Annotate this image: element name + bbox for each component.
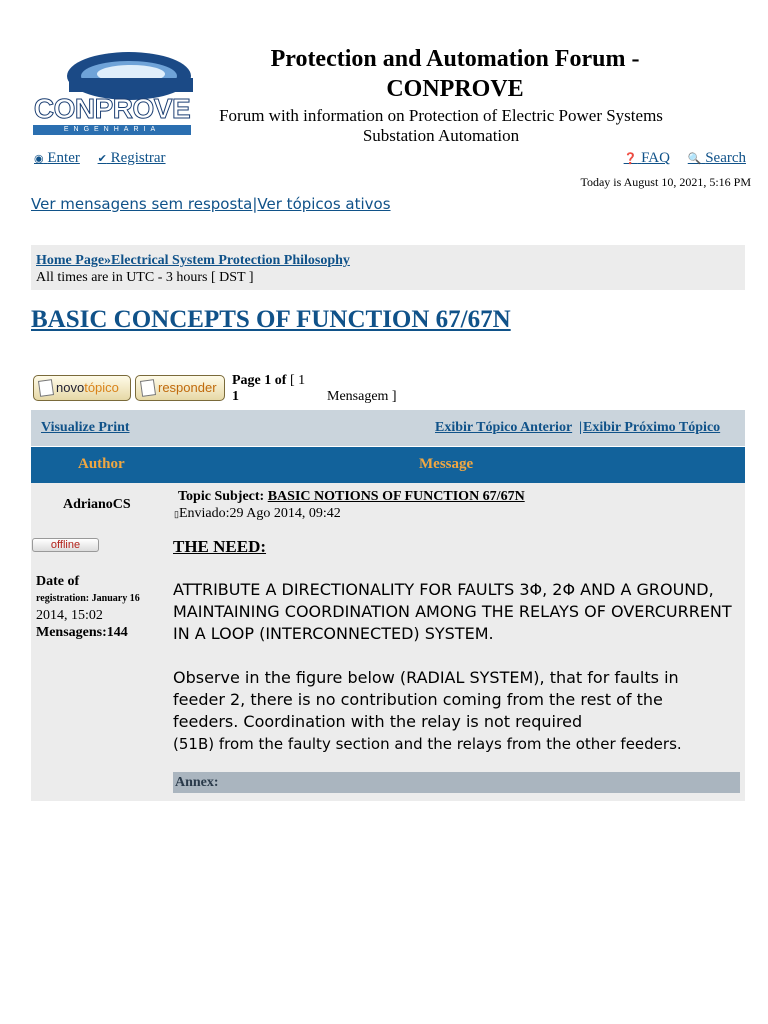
author-column-header: Author: [78, 456, 125, 472]
quick-links-separator: |: [252, 195, 258, 213]
unanswered-posts-link[interactable]: Ver mensagens sem resposta: [31, 195, 253, 213]
message-count: Mensagens:144: [36, 625, 128, 640]
site-description-line2: Substation Automation: [362, 126, 520, 145]
pagination-count: 1: [232, 389, 239, 404]
post-subject: [178, 489, 738, 505]
logo-wordmark: CONPROVE: [33, 93, 191, 124]
registration-date: registration: January 16: [36, 593, 140, 604]
post-subject-value[interactable]: BASIC NOTIONS OF FUNCTION 67/67N: [267, 489, 525, 504]
pagination-messages: Mensagem ]: [327, 389, 397, 404]
new-topic-label-b: tópico: [84, 380, 119, 395]
post-date-label: Enviado:29 Ago 2014, 09:42: [178, 506, 341, 521]
pagination-page: Page 1 of: [232, 373, 287, 388]
breadcrumb-home-link[interactable]: Home Page: [36, 253, 105, 268]
timezone-info: All times are in UTC - 3 hours [ DST ]: [36, 270, 254, 285]
faq-label: FAQ: [641, 150, 670, 166]
faq-link[interactable]: [624, 150, 670, 166]
previous-topic-link[interactable]: Exibir Tópico Anterior: [435, 420, 573, 435]
enter-link[interactable]: [34, 150, 80, 166]
nav-left: [34, 150, 180, 167]
post-icon: ▯: [174, 509, 179, 519]
register-label: Registrar: [110, 150, 166, 166]
faq-icon: ❓: [623, 153, 638, 165]
current-date: Today is August 10, 2021, 5:16 PM: [580, 175, 751, 189]
post-paragraph-2b: (51B) from the faulty section and the relays from the other feeders.: [173, 735, 682, 753]
breadcrumb-separator: »: [104, 253, 112, 268]
new-topic-label-a: novo: [56, 380, 85, 395]
post: [31, 483, 745, 801]
registration-date-label: Date of: [36, 574, 80, 589]
post-paragraph-2: Observe in the figure below (RADIAL SYSTEM), that for faults in feeder 2, there is no contribution coming from the rest of the feeders. Coordination with the relay is not required: [173, 668, 679, 731]
post-date: [174, 506, 341, 522]
quick-links: [31, 195, 391, 213]
next-topic-link[interactable]: Exibir Próximo Tópico: [583, 420, 721, 435]
page-title[interactable]: BASIC CONCEPTS OF FUNCTION 67/67N: [31, 306, 511, 333]
reply-button[interactable]: [135, 375, 225, 401]
pagination-open: [ 1: [289, 373, 306, 388]
post-subject-label: Topic Subject:: [178, 489, 265, 504]
reply-icon: [140, 379, 156, 397]
breadcrumb-forum-link[interactable]: Electrical System Protection Philosophy: [111, 253, 350, 268]
annex-bar: Annex:: [173, 772, 740, 793]
post-author[interactable]: AdrianoCS: [63, 497, 131, 512]
login-icon: ◉: [34, 153, 44, 165]
register-link[interactable]: [98, 150, 166, 166]
topic-actions-bar: [31, 410, 745, 446]
site-description: [196, 106, 686, 146]
nav-right: [610, 150, 746, 167]
topic-nav-separator: |: [579, 420, 583, 435]
post-body: [173, 579, 733, 755]
author-profile: [36, 573, 140, 641]
site-description-line1: Forum with information on Protection of Electric Power Systems: [219, 106, 663, 125]
search-label: Search: [705, 150, 746, 166]
pagination: [232, 373, 412, 389]
registration-date-rest: 2014, 15:02: [36, 608, 103, 623]
status-badge: offline: [32, 538, 99, 552]
logo-subtitle: ENGENHARIA: [33, 125, 191, 135]
post-paragraph-1: ATTRIBUTE A DIRECTIONALITY FOR FAULTS 3Φ, 2Φ AND A GROUND, MAINTAINING COORDINATION AMONG THE RELAYS OF OVERCURRENT IN A LOOP (INTERCONNECTED) SYSTEM.: [173, 580, 732, 643]
search-link[interactable]: [688, 150, 746, 166]
message-column-header: Message: [419, 456, 474, 472]
search-icon: 🔍: [687, 153, 702, 165]
register-icon: ✔: [97, 153, 107, 165]
table-header: [31, 447, 745, 483]
new-topic-button[interactable]: [33, 375, 131, 401]
new-topic-icon: [38, 379, 54, 397]
print-view-link[interactable]: Visualize Print: [41, 420, 130, 435]
reply-label: responder: [158, 380, 217, 395]
enter-label: Enter: [47, 150, 80, 166]
active-topics-link[interactable]: Ver tópicos ativos: [257, 195, 391, 213]
post-heading: THE NEED:: [173, 537, 267, 556]
conprove-logo: [31, 50, 193, 140]
breadcrumb: [31, 245, 745, 290]
site-title: Protection and Automation Forum - CONPROVE: [270, 46, 640, 102]
